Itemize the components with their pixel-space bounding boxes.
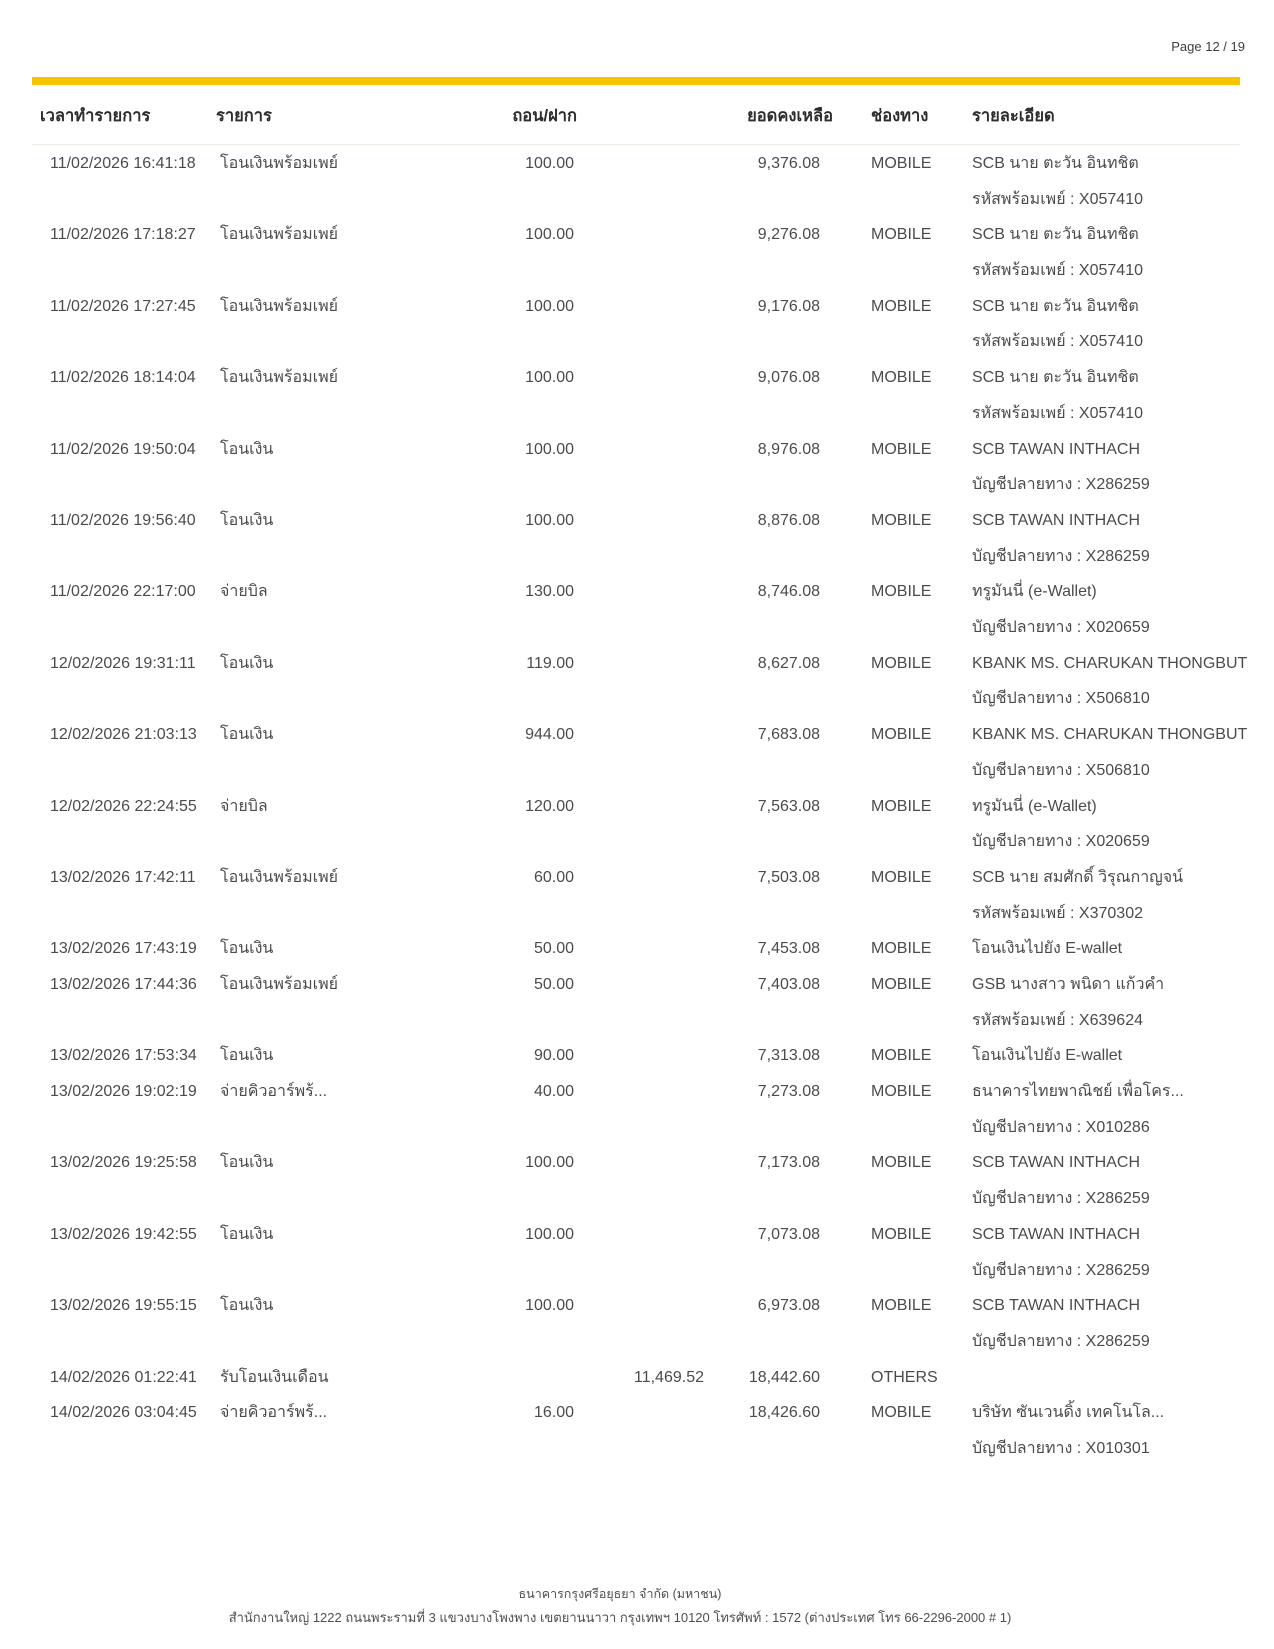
cell-description: โอนเงิน bbox=[220, 1047, 274, 1065]
cell-balance: 9,376.08 bbox=[757, 155, 820, 172]
cell-detail-line1: SCB นาย ตะวัน อินทชิต bbox=[972, 155, 1139, 172]
cell-datetime: 11/02/2026 22:17:00 bbox=[50, 583, 196, 601]
bank-name: ธนาคารกรุงศรีอยุธยา จำกัด (มหาชน) bbox=[518, 1587, 722, 1601]
cell-balance: 9,176.08 bbox=[757, 297, 820, 315]
cell-detail-line1: SCB TAWAN INTHACH bbox=[972, 1154, 1141, 1172]
cell-channel: MOBILE bbox=[871, 440, 932, 458]
cell-channel: MOBILE bbox=[871, 868, 932, 886]
cell-balance: 8,746.08 bbox=[757, 583, 820, 601]
cell-withdraw-amount: 100.00 bbox=[525, 440, 574, 458]
cell-withdraw-amount: 90.00 bbox=[533, 1047, 574, 1065]
cell-datetime: 13/02/2026 17:44:36 bbox=[50, 975, 197, 993]
cell-channel: MOBILE bbox=[871, 1047, 932, 1065]
cell-details bbox=[972, 860, 1272, 931]
cell-balance: 9,276.08 bbox=[757, 226, 820, 244]
cell-datetime: 14/02/2026 01:22:41 bbox=[50, 1368, 197, 1386]
cell-withdraw-amount: 100.00 bbox=[525, 1297, 574, 1315]
transaction-row bbox=[0, 1360, 1274, 1396]
cell-balance: 7,683.08 bbox=[757, 726, 820, 744]
cell-detail-line1: GSB นางสาว พนิดา แก้วคำ bbox=[972, 975, 1165, 993]
transaction-row bbox=[0, 1145, 1274, 1216]
cell-datetime: 13/02/2026 19:02:19 bbox=[50, 1083, 197, 1101]
transaction-row bbox=[0, 646, 1274, 717]
cell-balance: 7,273.08 bbox=[757, 1083, 820, 1101]
cell-detail-line2: บัญชีปลายทาง : X010286 bbox=[972, 1118, 1150, 1136]
cell-withdraw-amount: 100.00 bbox=[525, 1154, 574, 1172]
cell-detail-line2: รหัสพร้อมเพย์ : X057410 bbox=[972, 333, 1143, 351]
cell-detail-line1: SCB นาย สมศักดิ์ วิรุณกาญจน์ bbox=[972, 868, 1184, 886]
cell-description: จ่ายบิล bbox=[220, 583, 268, 601]
transaction-row bbox=[0, 432, 1274, 503]
cell-balance: 9,076.08 bbox=[757, 369, 820, 387]
cell-channel: MOBILE bbox=[871, 1297, 932, 1315]
cell-channel: MOBILE bbox=[871, 1225, 932, 1243]
transaction-list bbox=[0, 146, 1274, 1467]
cell-detail-line1: ทรูมันนี่ (e-Wallet) bbox=[972, 797, 1097, 815]
header-withdraw-deposit: ถอน/ฝาก bbox=[512, 107, 577, 125]
transaction-row bbox=[0, 931, 1274, 967]
header-divider bbox=[32, 144, 1240, 145]
cell-withdraw-amount: 944.00 bbox=[525, 726, 574, 744]
cell-details bbox=[972, 717, 1272, 788]
cell-detail-line1: โอนเงินไปยัง E-wallet bbox=[972, 940, 1123, 958]
cell-detail-line1: KBANK MS. CHARUKAN THONGBUT bbox=[972, 726, 1248, 744]
cell-details bbox=[972, 360, 1272, 431]
header-balance: ยอดคงเหลือ bbox=[747, 107, 833, 125]
cell-channel: MOBILE bbox=[871, 226, 932, 244]
transaction-row bbox=[0, 1217, 1274, 1288]
cell-detail-line2: บัญชีปลายทาง : X286259 bbox=[972, 1190, 1150, 1208]
cell-detail-line2: รหัสพร้อมเพย์ : X057410 bbox=[972, 262, 1143, 280]
cell-balance: 8,627.08 bbox=[757, 654, 820, 672]
cell-description: โอนเงินพร้อมเพย์ bbox=[220, 155, 339, 172]
cell-balance: 6,973.08 bbox=[757, 1297, 820, 1315]
cell-details bbox=[972, 931, 1272, 967]
cell-datetime: 13/02/2026 19:25:58 bbox=[50, 1154, 197, 1172]
cell-details bbox=[972, 1038, 1272, 1074]
header-details: รายละเอียด bbox=[972, 107, 1055, 125]
cell-detail-line2: รหัสพร้อมเพย์ : X639624 bbox=[972, 1011, 1143, 1029]
cell-withdraw-amount: 100.00 bbox=[525, 297, 574, 315]
cell-detail-line1: SCB TAWAN INTHACH bbox=[972, 511, 1141, 529]
brand-accent-bar bbox=[32, 77, 1240, 85]
cell-detail-line1: SCB TAWAN INTHACH bbox=[972, 1225, 1141, 1243]
cell-balance: 18,426.60 bbox=[748, 1404, 820, 1422]
cell-datetime: 11/02/2026 17:27:45 bbox=[50, 297, 196, 315]
transaction-row bbox=[0, 1395, 1274, 1466]
transaction-row bbox=[0, 860, 1274, 931]
bank-address: สำนักงานใหญ่ 1222 ถนนพระรามที่ 3 แขวงบางโพงพาง เขตยานนาวา กรุงเทพฯ 10120 โทรศัพท์ : 1572 (ต่างประเทศ โทร 66-2296-2000 # 1) bbox=[228, 1610, 1012, 1625]
cell-datetime: 13/02/2026 19:55:15 bbox=[50, 1297, 197, 1315]
cell-channel: MOBILE bbox=[871, 1154, 932, 1172]
cell-channel: MOBILE bbox=[871, 511, 932, 529]
cell-datetime: 11/02/2026 17:18:27 bbox=[50, 226, 196, 244]
cell-description: โอนเงินพร้อมเพย์ bbox=[220, 297, 339, 315]
transaction-row bbox=[0, 967, 1274, 1038]
cell-datetime: 13/02/2026 17:42:11 bbox=[50, 868, 196, 886]
cell-withdraw-amount: 16.00 bbox=[533, 1404, 574, 1422]
cell-datetime: 13/02/2026 17:53:34 bbox=[50, 1047, 197, 1065]
cell-details bbox=[972, 574, 1272, 645]
cell-balance: 7,313.08 bbox=[757, 1047, 820, 1065]
cell-balance: 7,503.08 bbox=[757, 868, 820, 886]
header-description: รายการ bbox=[216, 107, 272, 125]
cell-description: จ่ายคิวอาร์พร้... bbox=[220, 1083, 328, 1101]
cell-datetime: 11/02/2026 19:56:40 bbox=[50, 511, 196, 529]
cell-detail-line1: SCB นาย ตะวัน อินทชิต bbox=[972, 369, 1139, 387]
cell-detail-line2: บัญชีปลายทาง : X286259 bbox=[972, 547, 1150, 565]
cell-description: โอนเงิน bbox=[220, 654, 274, 672]
cell-detail-line2: บัญชีปลายทาง : X286259 bbox=[972, 1261, 1150, 1279]
cell-withdraw-amount: 100.00 bbox=[525, 511, 574, 529]
cell-detail-line2: บัญชีปลายทาง : X506810 bbox=[972, 761, 1150, 779]
cell-detail-line1: SCB TAWAN INTHACH bbox=[972, 440, 1141, 458]
cell-detail-line1: SCB นาย ตะวัน อินทชิต bbox=[972, 297, 1139, 315]
cell-detail-line2: บัญชีปลายทาง : X286259 bbox=[972, 476, 1150, 494]
cell-balance: 7,173.08 bbox=[757, 1154, 820, 1172]
cell-detail-line2: บัญชีปลายทาง : X506810 bbox=[972, 690, 1150, 708]
cell-balance: 7,563.08 bbox=[757, 797, 820, 815]
transaction-row bbox=[0, 503, 1274, 574]
cell-balance: 7,403.08 bbox=[757, 975, 820, 993]
cell-detail-line2: บัญชีปลายทาง : X010301 bbox=[972, 1440, 1150, 1458]
cell-detail-line1: SCB TAWAN INTHACH bbox=[972, 1297, 1141, 1315]
cell-datetime: 11/02/2026 19:50:04 bbox=[50, 440, 196, 458]
cell-channel: MOBILE bbox=[871, 1083, 932, 1101]
cell-balance: 18,442.60 bbox=[748, 1368, 820, 1386]
cell-balance: 7,073.08 bbox=[757, 1225, 820, 1243]
cell-details bbox=[972, 1395, 1272, 1466]
cell-datetime: 14/02/2026 03:04:45 bbox=[50, 1404, 197, 1422]
cell-detail-line1: บริษัท ซันเวนดิ้ง เทคโนโล... bbox=[972, 1404, 1165, 1422]
transaction-row bbox=[0, 1038, 1274, 1074]
cell-detail-line1: ธนาคารไทยพาณิชย์ เพื่อโคร... bbox=[972, 1083, 1184, 1101]
page-footer bbox=[0, 1582, 1240, 1630]
cell-withdraw-amount: 100.00 bbox=[525, 226, 574, 244]
cell-channel: MOBILE bbox=[871, 297, 932, 315]
transaction-row bbox=[0, 574, 1274, 645]
transaction-row bbox=[0, 789, 1274, 860]
cell-channel: MOBILE bbox=[871, 975, 932, 993]
cell-description: รับโอนเงินเดือน bbox=[220, 1368, 329, 1386]
transaction-row bbox=[0, 289, 1274, 360]
cell-description: จ่ายบิล bbox=[220, 797, 268, 815]
cell-withdraw-amount: 119.00 bbox=[526, 654, 574, 672]
cell-withdraw-amount: 50.00 bbox=[533, 940, 574, 958]
cell-datetime: 12/02/2026 19:31:11 bbox=[50, 654, 196, 672]
cell-detail-line2: บัญชีปลายทาง : X020659 bbox=[972, 619, 1150, 637]
cell-detail-line1: KBANK MS. CHARUKAN THONGBUT bbox=[972, 654, 1248, 672]
cell-detail-line1: SCB นาย ตะวัน อินทชิต bbox=[972, 226, 1139, 244]
cell-details bbox=[972, 432, 1272, 503]
cell-datetime: 12/02/2026 22:24:55 bbox=[50, 797, 197, 815]
page-number: Page 12 / 19 bbox=[1171, 39, 1245, 54]
transaction-row bbox=[0, 1288, 1274, 1359]
cell-datetime: 11/02/2026 16:41:18 bbox=[50, 155, 196, 172]
cell-details bbox=[972, 1145, 1272, 1216]
cell-channel: MOBILE bbox=[871, 654, 932, 672]
cell-withdraw-amount: 100.00 bbox=[525, 369, 574, 387]
cell-details bbox=[972, 146, 1272, 217]
cell-description: โอนเงิน bbox=[220, 1297, 274, 1315]
cell-description: จ่ายคิวอาร์พร้... bbox=[220, 1404, 328, 1422]
cell-details bbox=[972, 289, 1272, 360]
header-datetime: เวลาทำรายการ bbox=[40, 107, 151, 125]
header-channel: ช่องทาง bbox=[871, 107, 929, 125]
cell-details bbox=[972, 789, 1272, 860]
cell-channel: OTHERS bbox=[871, 1368, 938, 1386]
transaction-row bbox=[0, 217, 1274, 288]
cell-description: โอนเงินพร้อมเพย์ bbox=[220, 868, 339, 886]
transaction-row bbox=[0, 360, 1274, 431]
cell-withdraw-amount: 50.00 bbox=[533, 975, 574, 993]
cell-balance: 8,876.08 bbox=[757, 511, 820, 529]
cell-withdraw-amount: 100.00 bbox=[525, 1225, 574, 1243]
cell-details bbox=[972, 967, 1272, 1038]
cell-channel: MOBILE bbox=[871, 583, 932, 601]
cell-withdraw-amount: 100.00 bbox=[525, 155, 574, 172]
cell-withdraw-amount: 40.00 bbox=[533, 1083, 574, 1101]
cell-detail-line2: บัญชีปลายทาง : X286259 bbox=[972, 1332, 1150, 1350]
table-header-row bbox=[0, 98, 1274, 134]
cell-channel: MOBILE bbox=[871, 726, 932, 744]
transaction-row bbox=[0, 146, 1274, 217]
transaction-row bbox=[0, 717, 1274, 788]
cell-details bbox=[972, 503, 1272, 574]
cell-description: โอนเงิน bbox=[220, 440, 274, 458]
cell-detail-line2: บัญชีปลายทาง : X020659 bbox=[972, 833, 1150, 851]
cell-description: โอนเงิน bbox=[220, 940, 274, 958]
cell-datetime: 11/02/2026 18:14:04 bbox=[50, 369, 196, 387]
cell-deposit-amount: 11,469.52 bbox=[634, 1368, 704, 1386]
cell-channel: MOBILE bbox=[871, 940, 932, 958]
cell-datetime: 13/02/2026 19:42:55 bbox=[50, 1225, 197, 1243]
cell-channel: MOBILE bbox=[871, 1404, 932, 1422]
cell-description: โอนเงินพร้อมเพย์ bbox=[220, 369, 339, 387]
cell-details bbox=[972, 1074, 1272, 1145]
cell-details bbox=[972, 217, 1272, 288]
cell-description: โอนเงิน bbox=[220, 1154, 274, 1172]
cell-balance: 7,453.08 bbox=[757, 940, 820, 958]
cell-withdraw-amount: 60.00 bbox=[533, 868, 574, 886]
cell-channel: MOBILE bbox=[871, 155, 932, 172]
cell-withdraw-amount: 120.00 bbox=[525, 797, 574, 815]
cell-channel: MOBILE bbox=[871, 797, 932, 815]
cell-description: โอนเงิน bbox=[220, 1225, 274, 1243]
cell-withdraw-amount: 130.00 bbox=[525, 583, 574, 601]
transaction-row bbox=[0, 1074, 1274, 1145]
cell-channel: MOBILE bbox=[871, 369, 932, 387]
cell-description: โอนเงินพร้อมเพย์ bbox=[220, 226, 339, 244]
cell-detail-line1: โอนเงินไปยัง E-wallet bbox=[972, 1047, 1123, 1065]
cell-datetime: 13/02/2026 17:43:19 bbox=[50, 940, 197, 958]
cell-description: โอนเงิน bbox=[220, 511, 274, 529]
cell-details bbox=[972, 1217, 1272, 1288]
cell-detail-line1: ทรูมันนี่ (e-Wallet) bbox=[972, 583, 1097, 601]
cell-datetime: 12/02/2026 21:03:13 bbox=[50, 726, 197, 744]
cell-detail-line2: รหัสพร้อมเพย์ : X057410 bbox=[972, 404, 1143, 422]
cell-balance: 8,976.08 bbox=[757, 440, 820, 458]
cell-details bbox=[972, 1288, 1272, 1359]
cell-details bbox=[972, 646, 1272, 717]
cell-detail-line2: รหัสพร้อมเพย์ : X057410 bbox=[972, 190, 1143, 208]
cell-description: โอนเงินพร้อมเพย์ bbox=[220, 975, 339, 993]
cell-description: โอนเงิน bbox=[220, 726, 274, 744]
cell-detail-line2: รหัสพร้อมเพย์ : X370302 bbox=[972, 904, 1143, 922]
